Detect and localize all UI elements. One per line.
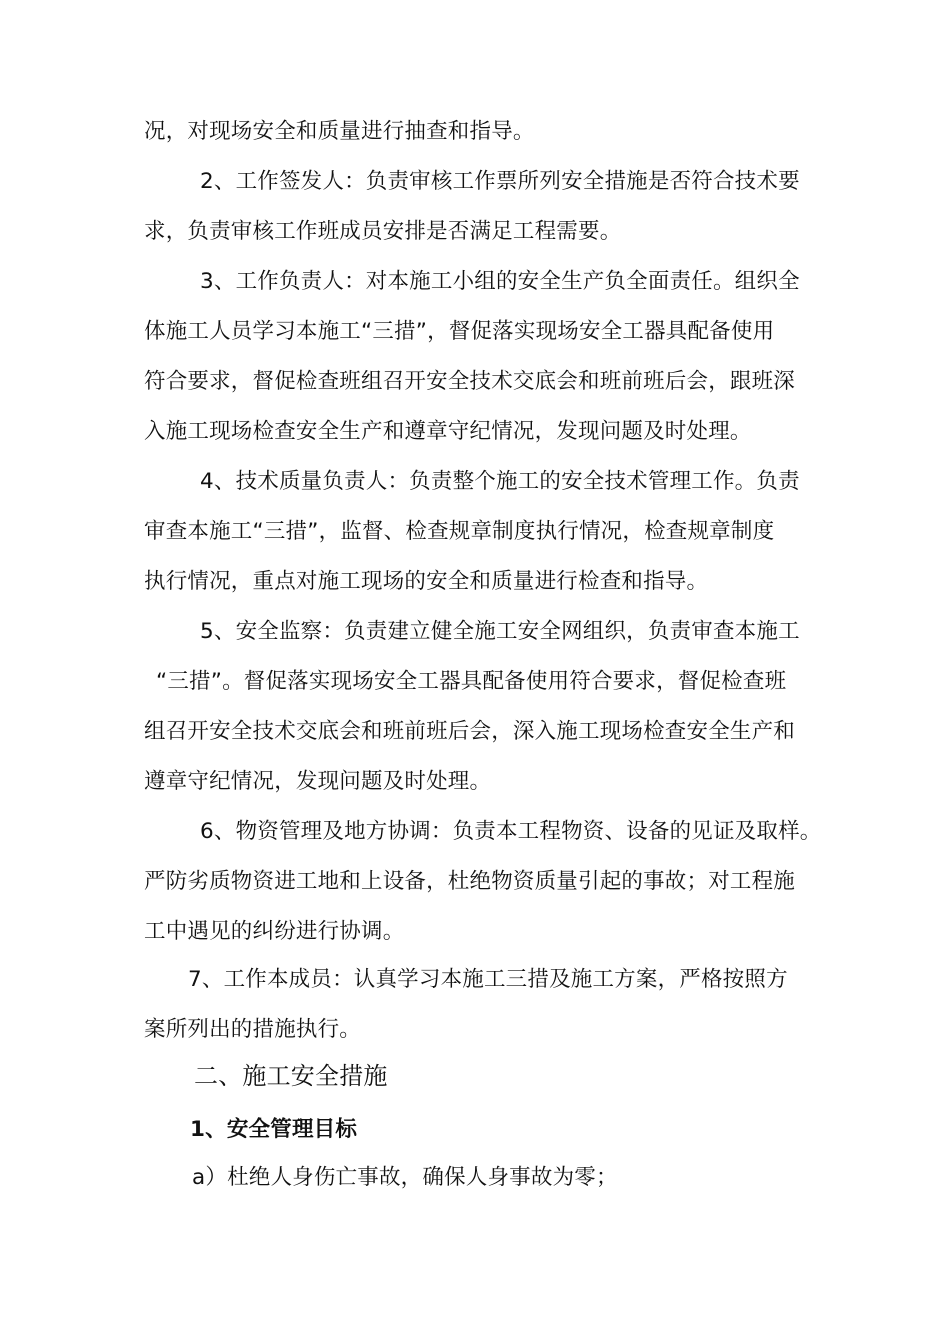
text-line-17: 工中遇见的纠纷进行协调。 — [144, 919, 405, 944]
text-line-7: 入施工现场检查安全生产和遵章守纪情况，发现问题及时处理。 — [144, 419, 752, 444]
text-line-18: 7、工作本成员：认真学习本施工三措及施工方案，严格按照方 — [188, 967, 788, 992]
text-line-3: 求，负责审核工作班成员安排是否满足工程需要。 — [144, 219, 622, 244]
text-line-19: 案所列出的措施执行。 — [144, 1017, 362, 1042]
text-line-6: 符合要求，督促检查班组召开安全技术交底会和班前班后会，跟班深 — [144, 369, 796, 394]
text-line-14: 遵章守纪情况，发现问题及时处理。 — [144, 769, 492, 794]
list-item-a: a）杜绝人身伤亡事故，确保人身事故为零； — [192, 1165, 618, 1190]
text-line-2: 2、工作签发人：负责审核工作票所列安全措施是否符合技术要 — [200, 169, 800, 194]
text-line-13: 组召开安全技术交底会和班前班后会，深入施工现场检查安全生产和 — [144, 719, 796, 744]
text-line-11: 5、安全监察：负责建立健全施工安全网组织，负责审查本施工 — [200, 619, 800, 644]
section-heading: 二、施工安全措施 — [194, 1062, 388, 1090]
text-line-15: 6、物资管理及地方协调：负责本工程物资、设备的见证及取样。 — [200, 819, 822, 844]
text-line-12: “三措”。督促落实现场安全工器具配备使用符合要求，督促检查班 — [156, 669, 787, 694]
subsection-heading: 1、安全管理目标 — [190, 1117, 358, 1142]
text-line-10: 执行情况，重点对施工现场的安全和质量进行检查和指导。 — [144, 569, 709, 594]
text-line-5: 体施工人员学习本施工“三措”，督促落实现场安全工器具配备使用 — [144, 319, 775, 344]
text-line-16: 严防劣质物资进工地和上设备，杜绝物资质量引起的事故；对工程施 — [144, 869, 796, 894]
text-line-4: 3、工作负责人：对本施工小组的安全生产负全面责任。组织全 — [200, 269, 800, 294]
text-line-1: 况，对现场安全和质量进行抽查和指导。 — [144, 119, 535, 144]
text-line-9: 审查本施工“三措”，监督、检查规章制度执行情况，检查规章制度 — [144, 519, 775, 544]
text-line-8: 4、技术质量负责人：负责整个施工的安全技术管理工作。负责 — [200, 469, 800, 494]
